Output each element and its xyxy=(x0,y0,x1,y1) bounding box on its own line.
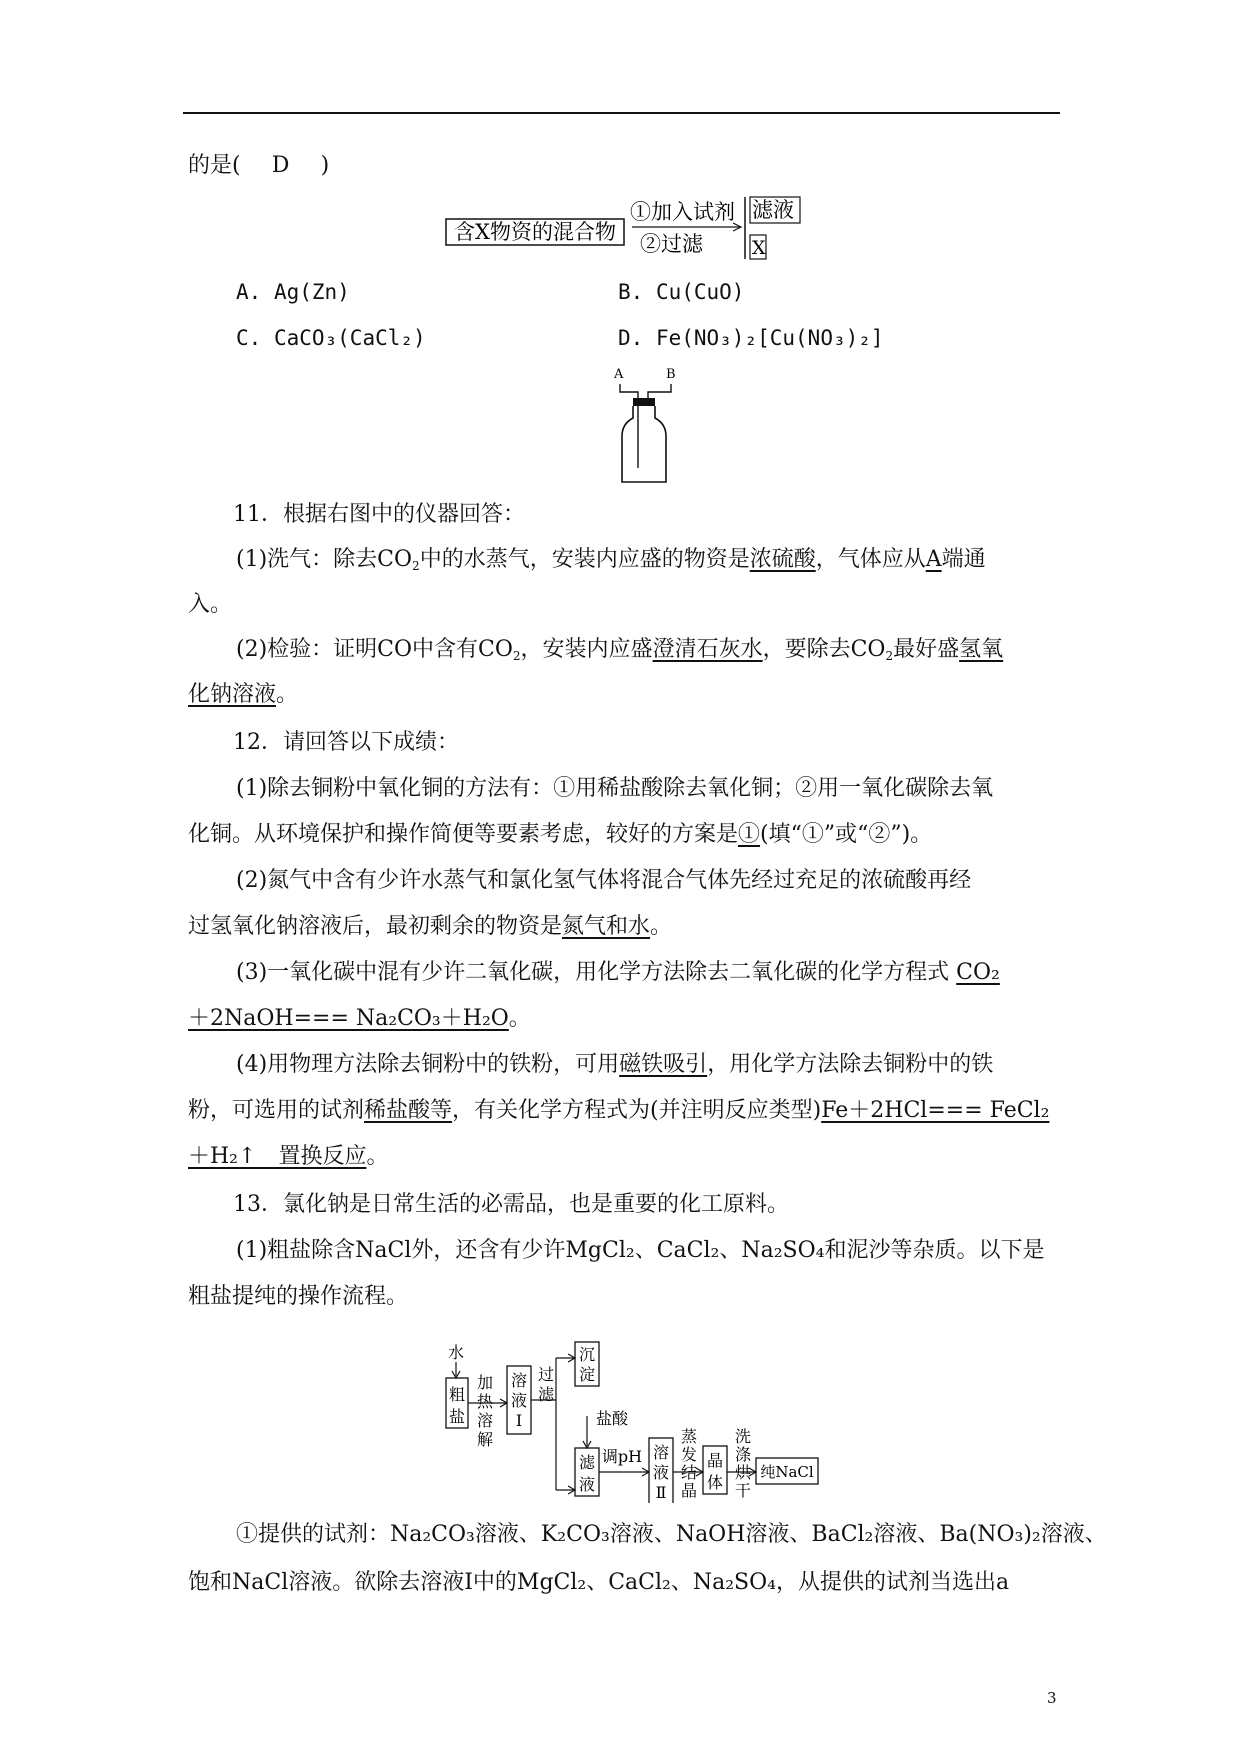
q12-part2-line2 xyxy=(188,912,672,942)
option-b-label: B. xyxy=(618,280,644,304)
q11-p2-d: 最好盛 xyxy=(893,637,960,662)
q12-p3-c: 。 xyxy=(508,1006,531,1031)
flow-sol2 xyxy=(653,1443,669,1502)
bottle-body xyxy=(622,406,666,482)
q11-stem: 11．根据右图中的仪器回答： xyxy=(233,502,525,527)
q11-p1-d: 端通 xyxy=(941,547,986,572)
filtrate-char: 滤 xyxy=(578,1453,596,1472)
gas-washing-bottle xyxy=(600,362,680,486)
scheme-step2: ②过滤 xyxy=(640,232,703,256)
purification-flowchart xyxy=(440,1338,860,1503)
sol2-char: 液 xyxy=(652,1463,670,1482)
q12-part3-line1 xyxy=(236,958,1000,988)
flow-water: 水 xyxy=(447,1343,465,1362)
option-d-label: D. xyxy=(618,326,644,350)
flow-crystal xyxy=(707,1451,723,1492)
q12-answer-plan: ① xyxy=(738,822,761,847)
evap-char: 发 xyxy=(680,1445,698,1464)
intro-prefix: 的是( xyxy=(188,153,241,178)
crystal-char: 体 xyxy=(706,1473,724,1492)
q12-part3-line2 xyxy=(188,1004,531,1034)
option-d xyxy=(618,326,884,350)
sol2-char: 溶 xyxy=(652,1443,670,1462)
sol1-char: 溶 xyxy=(510,1371,528,1390)
separation-scheme xyxy=(440,193,820,265)
dissolve-char: 加 xyxy=(476,1373,494,1392)
flow-pure: 纯NaCl xyxy=(760,1463,814,1481)
q12-answer-fe-equation-part1: Fe＋2HCl=== FeCl₂ xyxy=(821,1098,1050,1123)
flow-filtrate xyxy=(579,1453,596,1494)
sol1-char: Ⅰ xyxy=(515,1411,523,1430)
q11-part2-line1: (2)检验：证明CO中含有$CO_2$，安装内应盛澄清石灰水，要除去$CO_2$最好盛氢氧 xyxy=(236,637,1004,663)
option-c-label: C. xyxy=(236,326,262,350)
q11-p2-a: (2)检验：证明CO中含有CO xyxy=(236,637,513,662)
scheme-out1: 滤液 xyxy=(752,198,794,222)
option-a-label: A. xyxy=(236,280,262,304)
intro-line xyxy=(188,151,329,181)
bottle-label-a: A xyxy=(614,367,624,382)
sol1-char: 液 xyxy=(510,1391,528,1410)
dissolve-char: 解 xyxy=(476,1430,494,1449)
q12-part4-line3 xyxy=(188,1142,388,1172)
option-c xyxy=(236,326,426,350)
q13-part1-line1: (1)粗盐除含NaCl外，还含有少许MgCl₂、CaCl₂、Na₂SO₄和泥沙等杂质。以下是 xyxy=(236,1238,1045,1263)
sol2-char: Ⅱ xyxy=(655,1483,667,1502)
evap-char: 蒸 xyxy=(680,1427,698,1446)
q12-part2-line1: (2)氮气中含有少许水蒸气和氯化氢气体将混合气体先经过充足的浓硫酸再经 xyxy=(236,868,972,893)
flow-filter xyxy=(538,1365,555,1404)
q11-p1-b: 中的水蒸气，安装内应盛的物资是 xyxy=(419,547,750,572)
q13-part2-line1: ①提供的试剂：Na₂CO₃溶液、K₂CO₃溶液、NaOH溶液、BaCl₂溶液、Ba(NO₃)₂溶液、 xyxy=(236,1522,1107,1547)
q12-p4-d: ，有关化学方程式为(并注明反应类型) xyxy=(452,1098,822,1123)
dissolve-char: 溶 xyxy=(476,1411,494,1430)
flow-wash xyxy=(735,1427,752,1500)
option-a xyxy=(236,280,350,304)
option-b-text: Cu(CuO) xyxy=(655,280,745,304)
flow-dissolve xyxy=(477,1373,494,1449)
flow-evap xyxy=(681,1427,697,1500)
q12-part1-line1: (1)除去铜粉中氧化铜的方法有：①用稀盐酸除去氧化铜；②用一氧化碳除去氧 xyxy=(236,776,994,801)
flow-sol1 xyxy=(511,1371,527,1430)
flow-hcl: 盐酸 xyxy=(595,1409,629,1428)
crude-char: 粗 xyxy=(448,1385,466,1404)
q13-part2-line2: 饱和NaCl溶液。欲除去溶液Ⅰ中的MgCl₂、CaCl₂、Na₂SO₄，从提供的试剂当选出a xyxy=(188,1570,1010,1595)
option-a-text: Ag(Zn) xyxy=(273,280,350,304)
flow-crude xyxy=(449,1385,465,1426)
q12-answer-remaining: 氮气和水 xyxy=(562,914,651,939)
q12-p4-a: (4)用物理方法除去铜粉中的铁粉，可用 xyxy=(236,1052,620,1077)
wash-char: 涤 xyxy=(734,1445,752,1464)
q12-p4-c: 粉，可选用的试剂 xyxy=(188,1098,365,1123)
q12-answer-equation-part1: CO₂ xyxy=(956,960,1000,985)
scheme-box-label: 含X物资的混合物 xyxy=(454,220,616,244)
crude-char: 盐 xyxy=(448,1407,466,1426)
page-number: 3 xyxy=(1047,1689,1057,1707)
q12-p4-b: ，用化学方法除去铜粉中的铁 xyxy=(707,1052,994,1077)
q11-answer-conc-sulfuric-acid: 浓硫酸 xyxy=(749,547,816,572)
q11-answer-end-a: A xyxy=(925,547,942,572)
q12-stem: 12．请回答以下成绩： xyxy=(233,730,459,755)
scheme-step1: ①加入试剂 xyxy=(630,200,735,224)
filter-char: 过 xyxy=(537,1365,555,1384)
q11-answer-naoh-part2: 化钠溶液 xyxy=(188,682,277,707)
q11-p2-e: 。 xyxy=(276,682,299,707)
q11-part1-line1: (1)洗气：除去$CO_2$中的水蒸气，安装内应盛的物资是浓硫酸，气体应从A端通 xyxy=(236,547,986,573)
header-rule xyxy=(183,112,1060,114)
option-b xyxy=(618,280,744,304)
q11-p2-b: ，安装内应盛 xyxy=(520,637,653,662)
stopper xyxy=(633,398,655,406)
q13-part1-line2: 粗盐提纯的操作流程。 xyxy=(188,1284,409,1309)
q12-p1-b: 化铜。从环境保护和操作简便等要素考虑，较好的方案是 xyxy=(188,822,739,847)
q12-answer-reagent: 稀盐酸等 xyxy=(364,1098,453,1123)
q11-answer-naoh-part1: 氢氧 xyxy=(959,637,1004,662)
q11-p2-c: ，要除去CO xyxy=(762,637,886,662)
q11-p1-c: ，气体应从 xyxy=(815,547,926,572)
q12-part4-line2 xyxy=(188,1096,1049,1126)
evap-char: 晶 xyxy=(680,1481,698,1500)
intro-suffix: ) xyxy=(320,153,330,178)
evap-char: 结 xyxy=(680,1463,698,1482)
q11-answer-limewater: 澄清石灰水 xyxy=(652,637,763,662)
flow-ph: 调pH xyxy=(601,1447,643,1466)
q11-part2-line2 xyxy=(188,680,298,710)
q13-stem: 13．氯化钠是日常生活的必需品，也是重要的化工原料。 xyxy=(233,1192,789,1217)
wash-char: 洗 xyxy=(734,1427,752,1446)
q12-p3-a: (3)一氧化碳中混有少许二氧化碳，用化学方法除去二氧化碳的化学方程式 xyxy=(236,960,950,985)
filtrate-char: 液 xyxy=(578,1475,596,1494)
q12-p1-c: (填“①”或“②”)。 xyxy=(760,822,933,847)
precip-char: 沉 xyxy=(578,1345,596,1364)
filter-char: 滤 xyxy=(537,1385,555,1404)
q12-part1-line2 xyxy=(188,820,932,850)
precip-char: 淀 xyxy=(578,1365,596,1384)
q12-answer-magnet: 磁铁吸引 xyxy=(619,1052,708,1077)
q12-answer-equation-part2: ＋2NaOH=== Na₂CO₃＋H₂O xyxy=(188,1006,509,1031)
option-c-text: CaCO₃(CaCl₂) xyxy=(273,326,426,350)
q12-p2-c: 。 xyxy=(650,914,673,939)
wash-char: 烘 xyxy=(734,1463,752,1482)
q11-p1-a: (1)洗气：除去CO xyxy=(236,547,413,572)
wash-char: 干 xyxy=(734,1481,752,1500)
flow-precip xyxy=(579,1345,595,1384)
crystal-char: 晶 xyxy=(706,1451,724,1470)
intro-answer: D xyxy=(271,153,290,178)
scheme-out2: X xyxy=(752,237,766,259)
option-d-text: Fe(NO₃)₂[Cu(NO₃)₂] xyxy=(655,326,884,350)
q12-p4-e: 。 xyxy=(366,1144,389,1169)
q12-p2-b: 过氢氧化钠溶液后，最初剩余的物资是 xyxy=(188,914,563,939)
q12-part4-line1 xyxy=(236,1050,993,1080)
q12-answer-fe-equation-part2: ＋H₂↑ 置换反应 xyxy=(188,1144,367,1169)
bottle-label-b: B xyxy=(666,367,676,382)
dissolve-char: 热 xyxy=(476,1392,494,1411)
q11-part1-line2: 入。 xyxy=(188,592,233,617)
